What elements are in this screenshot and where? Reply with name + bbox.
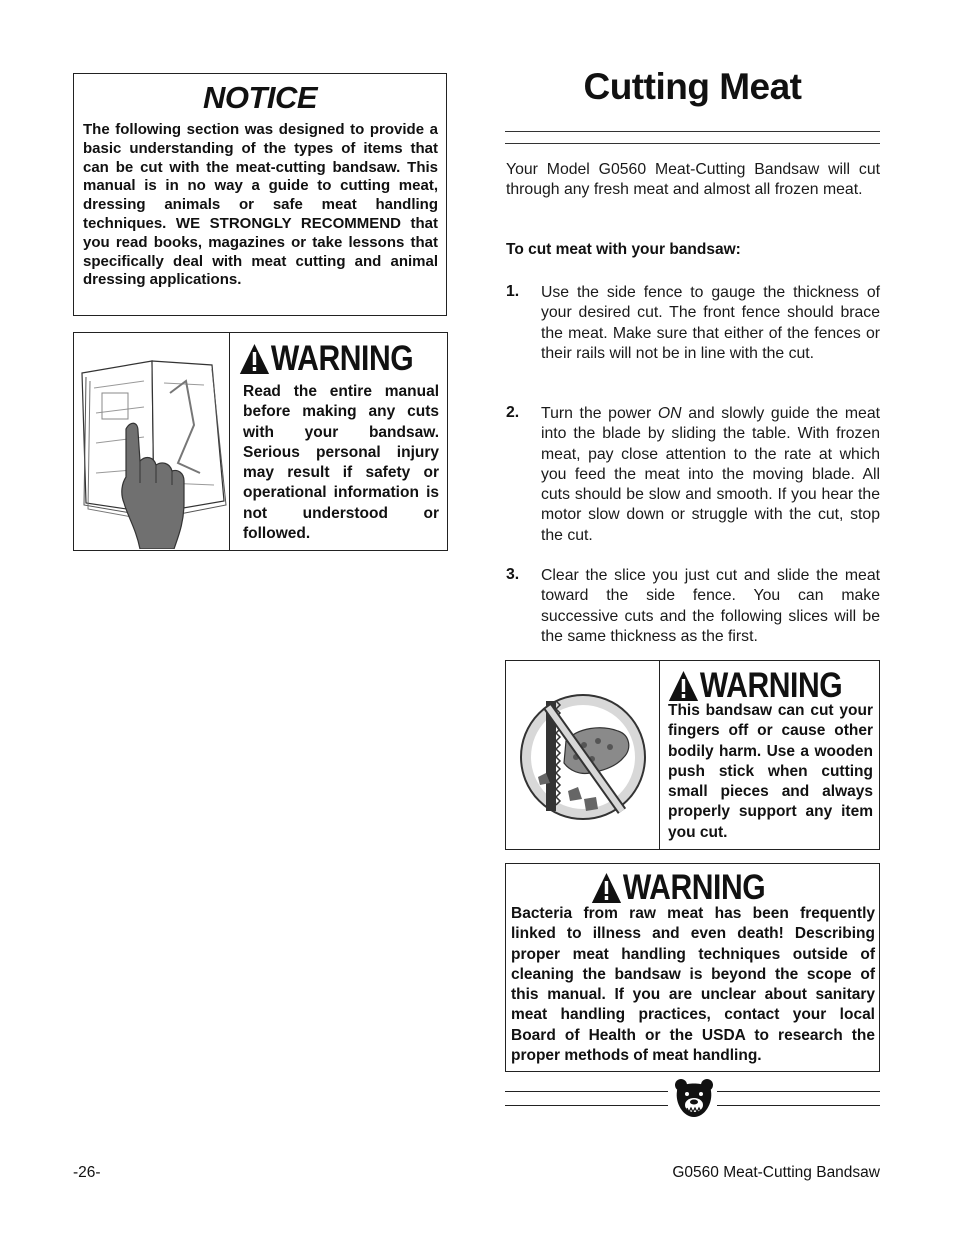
step-text: Clear the slice you just cut and slide the meat toward the side fence. You can make successive cuts and the following slices will be the same thickness as the first. <box>541 567 880 645</box>
warning-text: This bandsaw can cut your fingers off or cause other bodily harm. Use a wooden push stick when cutting small pieces and always properly support any item you cut. <box>668 702 873 841</box>
end-rule-right <box>717 1105 880 1106</box>
bear-head-icon <box>673 1077 715 1119</box>
manual-hand-icon <box>74 333 229 549</box>
procedure-subhead: To cut meat with your bandsaw: <box>506 241 741 258</box>
warning-heading: WARNING <box>668 668 842 703</box>
manual-name: G0560 Meat-Cutting Bandsaw <box>672 1164 880 1181</box>
warning-triangle-icon <box>239 343 270 375</box>
notice-box <box>73 73 447 316</box>
end-rule-left <box>505 1105 668 1106</box>
warning-divider <box>229 333 230 550</box>
warning-heading: WARNING <box>591 870 765 905</box>
end-rule-right <box>717 1091 880 1092</box>
step-number: 1. <box>506 283 520 300</box>
warning-text: Read the entire manual before making any cuts with your bandsaw. Serious personal injury may result if safety or operational information is not understood or followed. <box>243 383 439 543</box>
step-text: Use the side fence to gauge the thickness of your desired cut. The front fence should brace the meat. Make sure that either of the fences or their rails will not be in line with the cut. <box>541 284 880 362</box>
section-title: Cutting Meat <box>583 66 802 107</box>
warning-box-fingers <box>505 660 880 850</box>
intro-paragraph: Your Model G0560 Meat-Cutting Bandsaw will cut through any fresh meat and almost all frozen meat. <box>506 161 880 199</box>
notice-title: NOTICE <box>202 80 318 115</box>
warning-divider <box>659 661 660 849</box>
step-text: Turn the power ON and slowly guide the meat into the blade by sliding the table. With frozen meat, pay close attention to the rate at which you feed the meat into the moving blade. All cuts should be slow and smooth. If you hear the motor slow down or struggle with the cut, stop the cut. <box>541 405 880 544</box>
no-hands-blade-icon <box>506 661 659 848</box>
warning-heading: WARNING <box>239 341 413 376</box>
emphasis-on: ON <box>657 405 682 422</box>
warning-triangle-icon <box>668 670 699 702</box>
warning-triangle-icon <box>591 872 622 904</box>
end-rule-left <box>505 1091 668 1092</box>
step-number: 2. <box>506 404 520 421</box>
warning-box-manual <box>73 332 448 551</box>
warning-text: Bacteria from raw meat has been frequently linked to illness and even death! Describing proper meat handling techniques outside of cleaning the bandsaw is beyond the scope of this manual. If you are unclear about sanitary meat handling practices, contact your local Board of Health or the USDA to research the proper methods of meat handling. <box>511 905 875 1065</box>
title-rule-bottom <box>505 143 880 144</box>
warning-box-bacteria <box>505 863 880 1072</box>
title-rule-top <box>505 131 880 132</box>
notice-body: The following section was designed to provide a basic understanding of the types of items that can be cut with the meat-cutting bandsaw. This manual is in no way a guide to cutting meat, dressing animals or safe meat handling techniques. WE STRONGLY RECOMMEND that you read books, magazines or take lessons that specifically deal with meat cutting and animal dressing applications. <box>83 121 438 289</box>
step-number: 3. <box>506 566 520 583</box>
page-number: -26- <box>73 1164 101 1181</box>
